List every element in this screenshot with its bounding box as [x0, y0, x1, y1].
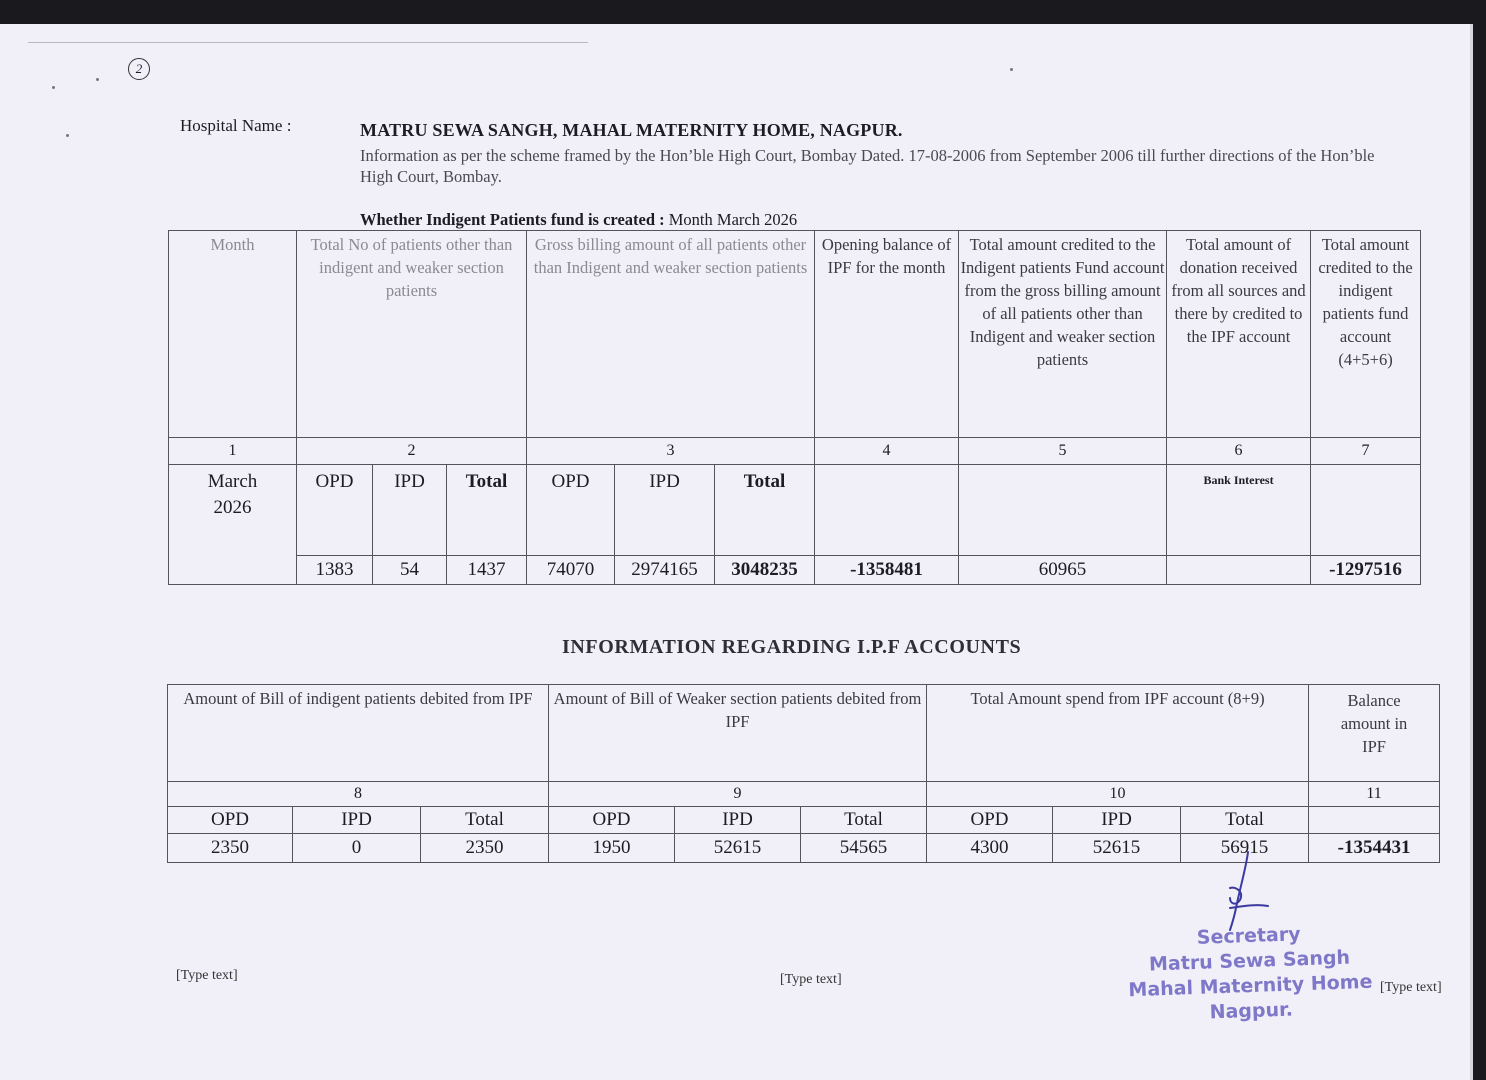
- billing-ipd: 2974165: [615, 556, 715, 585]
- weaker-opd: 1950: [549, 834, 675, 863]
- scheme-information: Information as per the scheme framed by the Hon’ble High Court, Bombay Dated. 17-08-2006 from September 2006 till further directions of the Hon’ble High Court, Bombay.: [360, 146, 1375, 186]
- empty-cell: [1311, 465, 1421, 556]
- sub-opd: OPD: [297, 465, 373, 556]
- sub-opd: OPD: [549, 807, 675, 834]
- header-month: Month: [169, 231, 297, 438]
- header-donation: Total amount of donation received from all sources and there by credited to the IPF account: [1167, 231, 1311, 438]
- stamp-line: Mahal Maternity Home: [1128, 970, 1373, 1002]
- col-number: 4: [815, 438, 959, 465]
- sub-total: Total: [421, 807, 549, 834]
- header-total-credited: Total amount credited to the indigent patients fund account (4+5+6): [1311, 231, 1421, 438]
- billing-opd: 74070: [527, 556, 615, 585]
- header-indigent-bill: Amount of Bill of indigent patients debited from IPF: [168, 685, 549, 782]
- amount-credited: 60965: [959, 556, 1167, 585]
- month-value: March 2026: [169, 465, 297, 585]
- donation-amount: [1167, 556, 1311, 585]
- col-number: 2: [297, 438, 527, 465]
- header-total-spend: Total Amount spend from IPF account (8+9): [927, 685, 1309, 782]
- fund-question: Whether Indigent Patients fund is created :: [360, 210, 665, 229]
- sub-opd: OPD: [927, 807, 1053, 834]
- bank-interest-label: Bank Interest: [1167, 465, 1311, 556]
- scan-speck: [96, 78, 99, 81]
- header-weaker-bill: Amount of Bill of Weaker section patients debited from IPF: [549, 685, 927, 782]
- spend-total: 56915: [1181, 834, 1309, 863]
- hospital-name: MATRU SEWA SANGH, MAHAL MATERNITY HOME, NAGPUR.: [360, 120, 903, 140]
- col-number: 10: [927, 782, 1309, 807]
- top-rule: [28, 42, 588, 43]
- balance-amount: -1354431: [1309, 834, 1440, 863]
- sub-opd: OPD: [527, 465, 615, 556]
- empty-cell: [815, 465, 959, 556]
- fund-created-line: [360, 210, 797, 230]
- page-number-mark: 2: [128, 58, 150, 80]
- sub-ipd: IPD: [1053, 807, 1181, 834]
- col-number: 8: [168, 782, 549, 807]
- secretary-stamp: [1118, 919, 1381, 1028]
- sub-total: Total: [1181, 807, 1309, 834]
- empty-cell: [1309, 807, 1440, 834]
- header-gross-billing: Gross billing amount of all patients other than Indigent and weaker section patients: [527, 231, 815, 438]
- section-title: INFORMATION REGARDING I.P.F ACCOUNTS: [562, 636, 1022, 658]
- scan-speck: [1010, 68, 1013, 71]
- col-number: 5: [959, 438, 1167, 465]
- total-credited: -1297516: [1311, 556, 1421, 585]
- indigent-ipd: 0: [293, 834, 421, 863]
- indigent-total: 2350: [421, 834, 549, 863]
- sub-ipd: IPD: [373, 465, 447, 556]
- col-number: 11: [1309, 782, 1440, 807]
- header-amount-credited: Total amount credited to the Indigent patients Fund account from the gross billing amount of all patients other than Indigent and weaker section patients: [959, 231, 1167, 438]
- sub-opd: OPD: [168, 807, 293, 834]
- col-number: 6: [1167, 438, 1311, 465]
- scan-speck: [66, 134, 69, 137]
- weaker-ipd: 52615: [675, 834, 801, 863]
- col-number: 7: [1311, 438, 1421, 465]
- header-patients: Total No of patients other than indigent and weaker section patients: [297, 231, 527, 438]
- col-number: 9: [549, 782, 927, 807]
- scan-speck: [52, 86, 55, 89]
- footer-center: [Type text]: [780, 972, 842, 987]
- weaker-total: 54565: [801, 834, 927, 863]
- stamp-line: Matru Sewa Sangh: [1148, 946, 1351, 976]
- spend-opd: 4300: [927, 834, 1053, 863]
- header-opening-balance: Opening balance of IPF for the month: [815, 231, 959, 438]
- sub-total: Total: [715, 465, 815, 556]
- sub-total: Total: [801, 807, 927, 834]
- sub-total: Total: [447, 465, 527, 556]
- footer-left: [Type text]: [176, 968, 238, 983]
- ipf-accounts-table: [167, 684, 1440, 863]
- stamp-line: Secretary: [1196, 923, 1301, 949]
- patients-total: 1437: [447, 556, 527, 585]
- indigent-opd: 2350: [168, 834, 293, 863]
- fund-month: Month March 2026: [668, 210, 798, 229]
- hospital-label: Hospital Name :: [180, 116, 292, 135]
- header-balance: Balance amount in IPF: [1309, 685, 1440, 782]
- patients-ipd: 54: [373, 556, 447, 585]
- stamp-line: Nagpur.: [1209, 998, 1294, 1024]
- spend-ipd: 52615: [1053, 834, 1181, 863]
- empty-cell: [959, 465, 1167, 556]
- opening-balance: -1358481: [815, 556, 959, 585]
- col-number: 3: [527, 438, 815, 465]
- billing-total: 3048235: [715, 556, 815, 585]
- col-number: 1: [169, 438, 297, 465]
- sub-ipd: IPD: [675, 807, 801, 834]
- sub-ipd: IPD: [293, 807, 421, 834]
- patients-opd: 1383: [297, 556, 373, 585]
- ipf-credit-table: [168, 230, 1421, 585]
- sub-ipd: IPD: [615, 465, 715, 556]
- footer-right: [Type text]: [1380, 980, 1442, 995]
